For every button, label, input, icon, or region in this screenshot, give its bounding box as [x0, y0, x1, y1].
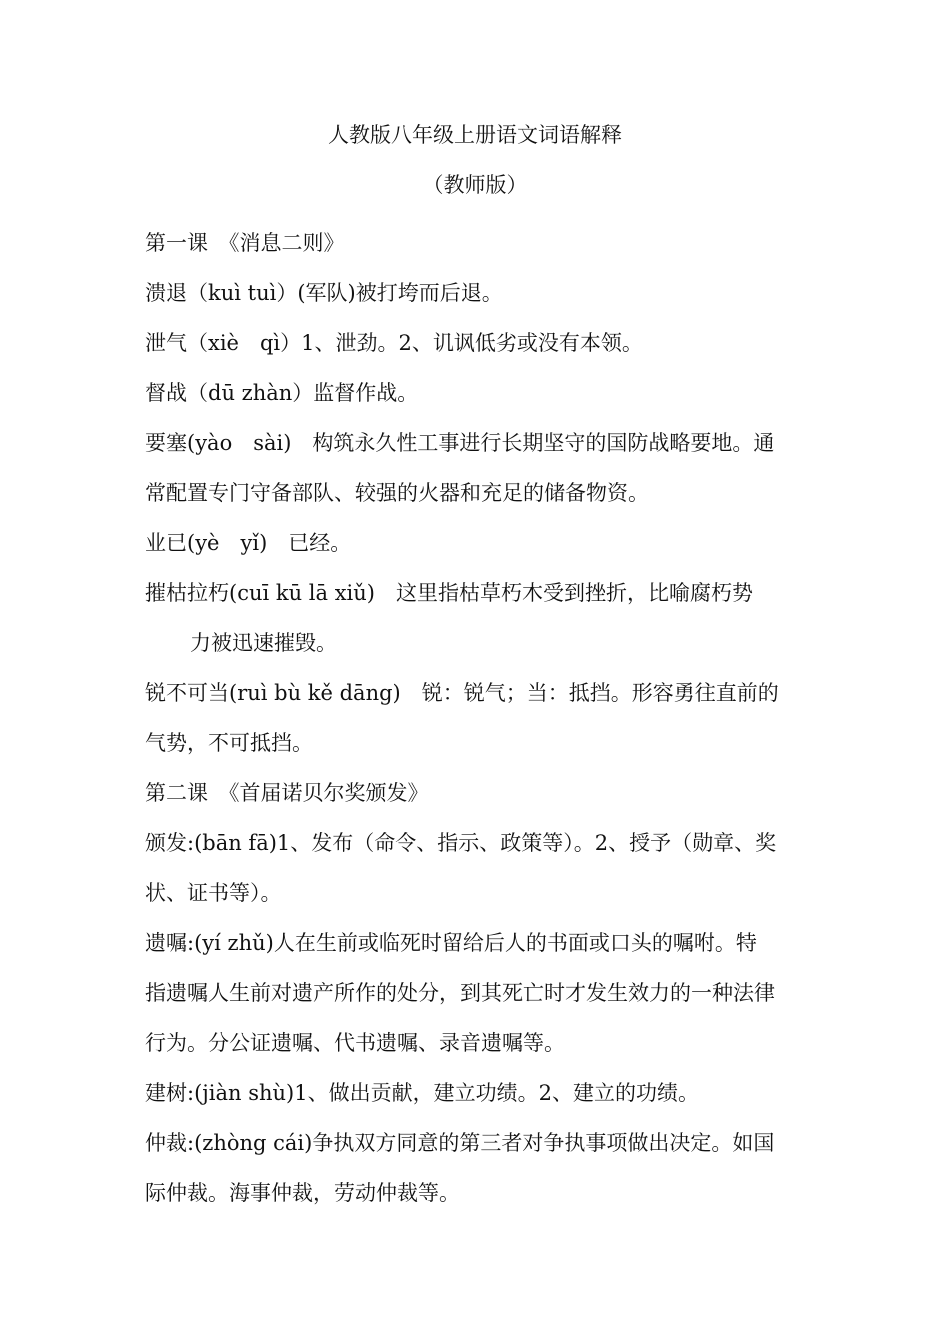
entry-duzhan: 督战（dū zhàn）监督作战。	[145, 381, 419, 405]
entry-yizhu-cont-2: 行为。分公证遗嘱、代书遗嘱、录音遗嘱等。	[145, 1031, 565, 1055]
entry-xieqi: 泄气（xiè qì）1、泄劲。2、讥讽低劣或没有本领。	[145, 331, 643, 355]
document-title: 人教版八年级上册语文词语解释	[328, 123, 622, 147]
entry-zhongcai: 仲裁:(zhòng cái)争执双方同意的第三者对争执事项做出决定。如国	[145, 1131, 775, 1155]
entry-cuikulaxiu: 摧枯拉朽(cuī kū lā xiǔ) 这里指枯草朽木受到挫折，比喻腐朽势	[145, 581, 753, 605]
entry-yizhu: 遗嘱:(yí zhǔ)人在生前或临死时留给后人的书面或口头的嘱咐。特	[145, 931, 757, 955]
entry-ruibukedang: 锐不可当(ruì bù kě dāng) 锐：锐气；当：抵挡。形容勇往直前的	[145, 681, 779, 705]
entry-ruibukedang-cont: 气势，不可抵挡。	[145, 731, 313, 755]
document-subtitle: （教师版）	[422, 173, 528, 197]
entry-banfa-cont: 状、证书等）。	[145, 881, 282, 905]
entry-cuikulaxiu-cont: 力被迅速摧毁。	[190, 631, 337, 655]
entry-jianshu: 建树:(jiàn shù)1、做出贡献，建立功绩。2、建立的功绩。	[145, 1081, 699, 1105]
entry-yeyi: 业已(yè yǐ) 已经。	[145, 531, 352, 555]
lesson-heading-1: 第一课 《消息二则》	[145, 231, 345, 255]
entry-yizhu-cont-1: 指遗嘱人生前对遗产所作的处分，到其死亡时才发生效力的一种法律	[145, 981, 775, 1005]
entry-yaosai-cont: 常配置专门守备部队、较强的火器和充足的储备物资。	[145, 481, 649, 505]
entry-zhongcai-cont: 际仲裁。海事仲裁，劳动仲裁等。	[145, 1181, 460, 1205]
entry-kuitui: 溃退（kuì tuì）(军队)被打垮而后退。	[145, 281, 503, 305]
entry-yaosai: 要塞(yào sài) 构筑永久性工事进行长期坚守的国防战略要地。通	[145, 431, 775, 455]
lesson-heading-2: 第二课 《首届诺贝尔奖颁发》	[145, 781, 429, 805]
entry-banfa: 颁发:(bān fā)1、发布（命令、指示、政策等）。2、授予（勋章、奖	[145, 831, 777, 855]
document-body	[145, 218, 810, 1218]
